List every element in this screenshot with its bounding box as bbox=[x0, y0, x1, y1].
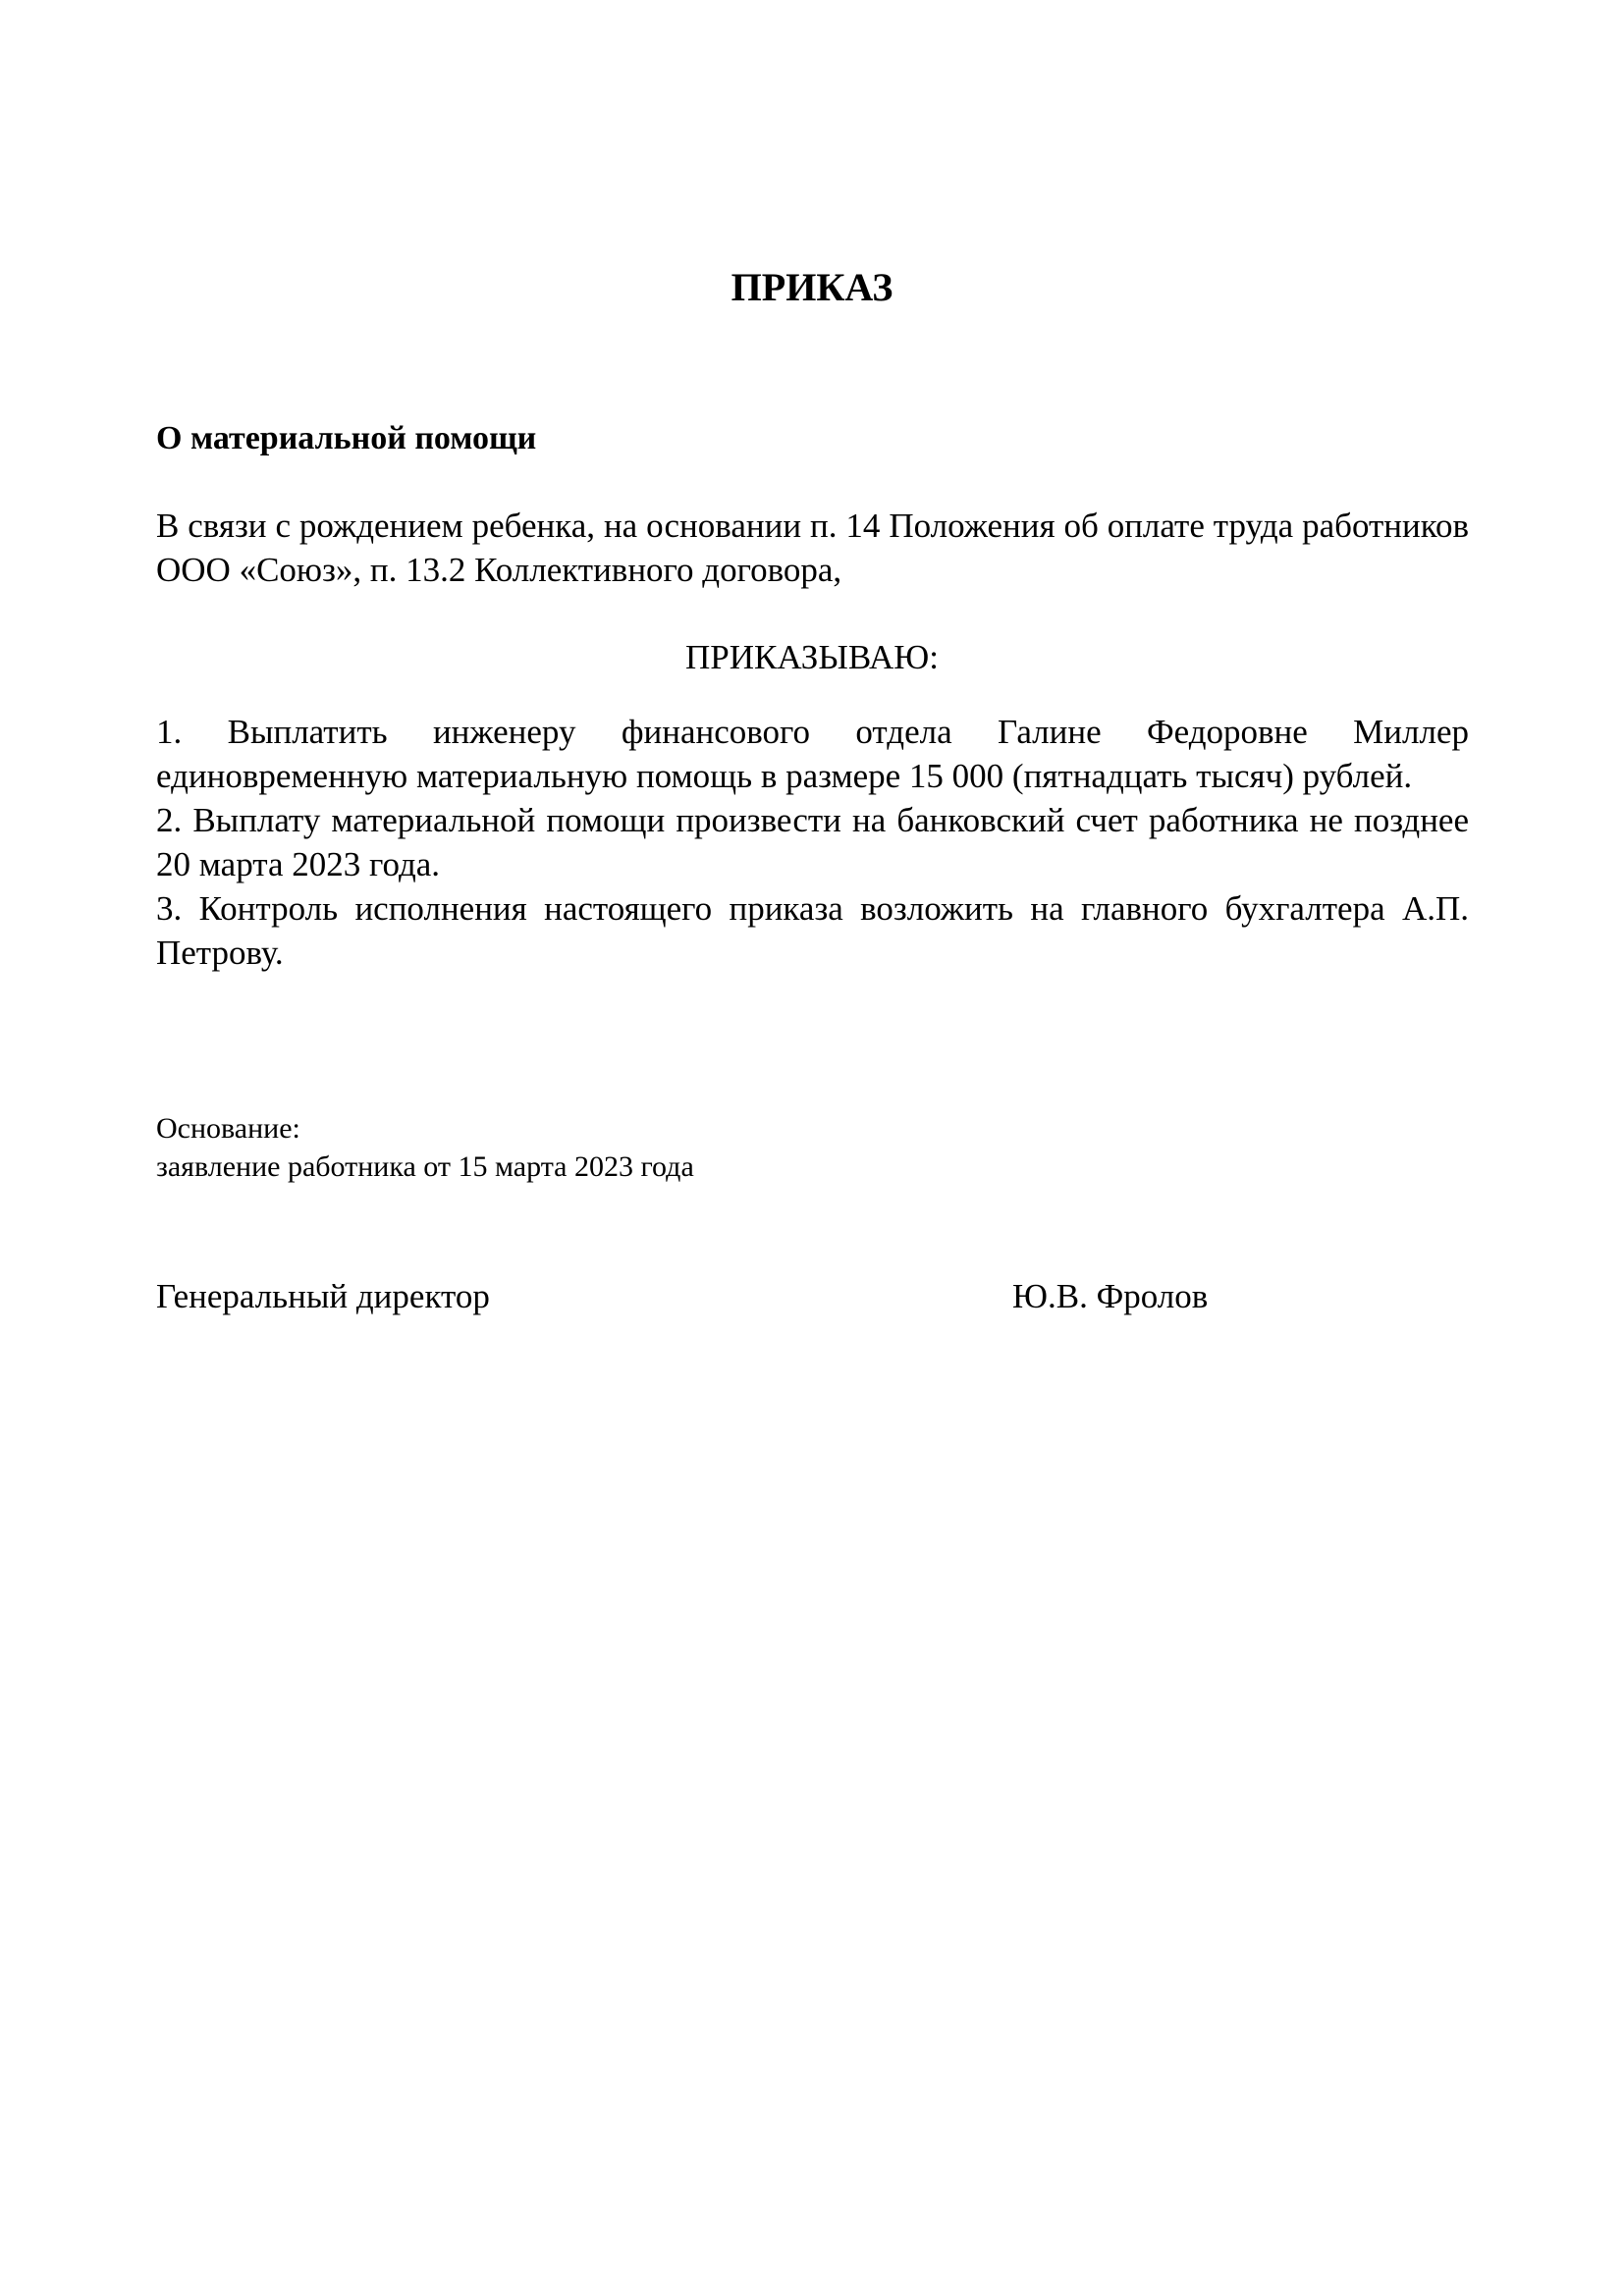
signature-name: Ю.В. Фролов bbox=[1012, 1277, 1209, 1315]
document-subject: О материальной помощи bbox=[156, 420, 537, 456]
order-items-list bbox=[156, 710, 1469, 975]
order-item-3: 3. Контроль исполнения настоящего приказа возложить на главного бухгалтера А.П. Петрову. bbox=[156, 889, 1469, 972]
document-title: ПРИКАЗ bbox=[731, 265, 893, 309]
basis-text: заявление работника от 15 марта 2023 года bbox=[156, 1150, 694, 1183]
order-item-1: 1. Выплатить инженеру финансового отдела Галине Федоровне Миллер единовременную материальную помощь в размере 15 000 (пятнадцать тысяч) рублей. bbox=[156, 713, 1469, 795]
basis-label: Основание: bbox=[156, 1112, 300, 1145]
preamble-paragraph: В связи с рождением ребенка, на основании п. 14 Положения об оплате труда работников ООО «Союз», п. 13.2 Коллективного договора, bbox=[156, 507, 1469, 589]
order-heading: ПРИКАЗЫВАЮ: bbox=[685, 638, 939, 676]
signature-role: Генеральный директор bbox=[156, 1277, 490, 1315]
order-item-2: 2. Выплату материальной помощи произвести на банковский счет работника не позднее 20 марта 2023 года. bbox=[156, 801, 1469, 883]
